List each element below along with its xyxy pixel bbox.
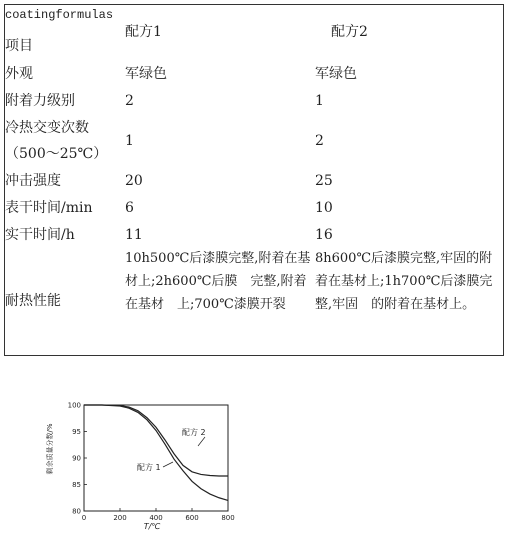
row-label: 实干时间/h [5, 227, 75, 243]
row-f1: 6 [125, 200, 134, 216]
row-f1: 1 [125, 133, 134, 149]
x-tick-label: 600 [185, 514, 199, 522]
y-tick-label: 85 [72, 481, 81, 489]
leader-formula-2 [198, 437, 205, 446]
row-label-sub: （500～25℃） [5, 146, 108, 162]
row-f2: 25 [315, 173, 333, 189]
y-axis-label [45, 423, 54, 474]
row-f2: 1 [315, 93, 324, 109]
heat-resistance-f1: 10h500℃后漆膜完整,附着在基材上;2h600℃后膜 完整,附着在基材 上;700℃漆膜开裂 [125, 251, 311, 312]
x-tick-label: 800 [221, 514, 235, 522]
y-tick-label: 95 [72, 428, 81, 436]
x-ticks [82, 508, 235, 522]
series-label-formula-1: 配方 1 [137, 463, 161, 472]
y-tick-label: 100 [67, 401, 81, 410]
x-tick-label: 200 [113, 514, 127, 522]
leader-formula-1 [163, 462, 173, 467]
header-item: 项目 [5, 38, 33, 54]
row-f1: 20 [125, 173, 143, 189]
row-f2: 2 [315, 133, 324, 149]
tga-chart [40, 383, 240, 533]
row-label: 外观 [5, 66, 33, 82]
series-formula-1-line [84, 405, 228, 500]
row-label: 冷热交变次数 [5, 120, 89, 136]
header-formula-1: 配方1 [125, 24, 162, 40]
row-f1: 2 [125, 93, 134, 109]
row-label: 冲击强度 [5, 173, 61, 189]
header-formula-2: 配方2 [331, 24, 368, 40]
coating-formulas-table [4, 4, 504, 356]
row-f2: 军绿色 [315, 66, 357, 82]
row-label: 表干时间/min [5, 200, 93, 216]
x-tick-label: 0 [81, 514, 87, 522]
row-f1: 11 [125, 227, 143, 243]
y-tick-label: 90 [72, 454, 81, 463]
heat-resistance-f2: 8h600℃后漆膜完整,牢固的附着在基材上;1h700℃后漆膜完整,牢固 的附着在基材上。 [315, 251, 493, 312]
row-f1: 军绿色 [125, 66, 167, 82]
y-axis-title: 剩余质量分数/% [46, 423, 54, 475]
x-tick-label: 400 [149, 514, 163, 522]
series-label-formula-2: 配方 2 [182, 428, 206, 437]
row-label: 耐热性能 [5, 293, 61, 309]
row-f2: 10 [315, 200, 333, 216]
plot-frame [84, 405, 228, 511]
row-label: 附着力级别 [5, 93, 75, 109]
y-tick-label: 80 [72, 507, 81, 516]
row-f2: 16 [315, 227, 333, 243]
x-axis-title: T/℃ [143, 522, 161, 531]
table-caption: coatingformulas [5, 8, 114, 22]
